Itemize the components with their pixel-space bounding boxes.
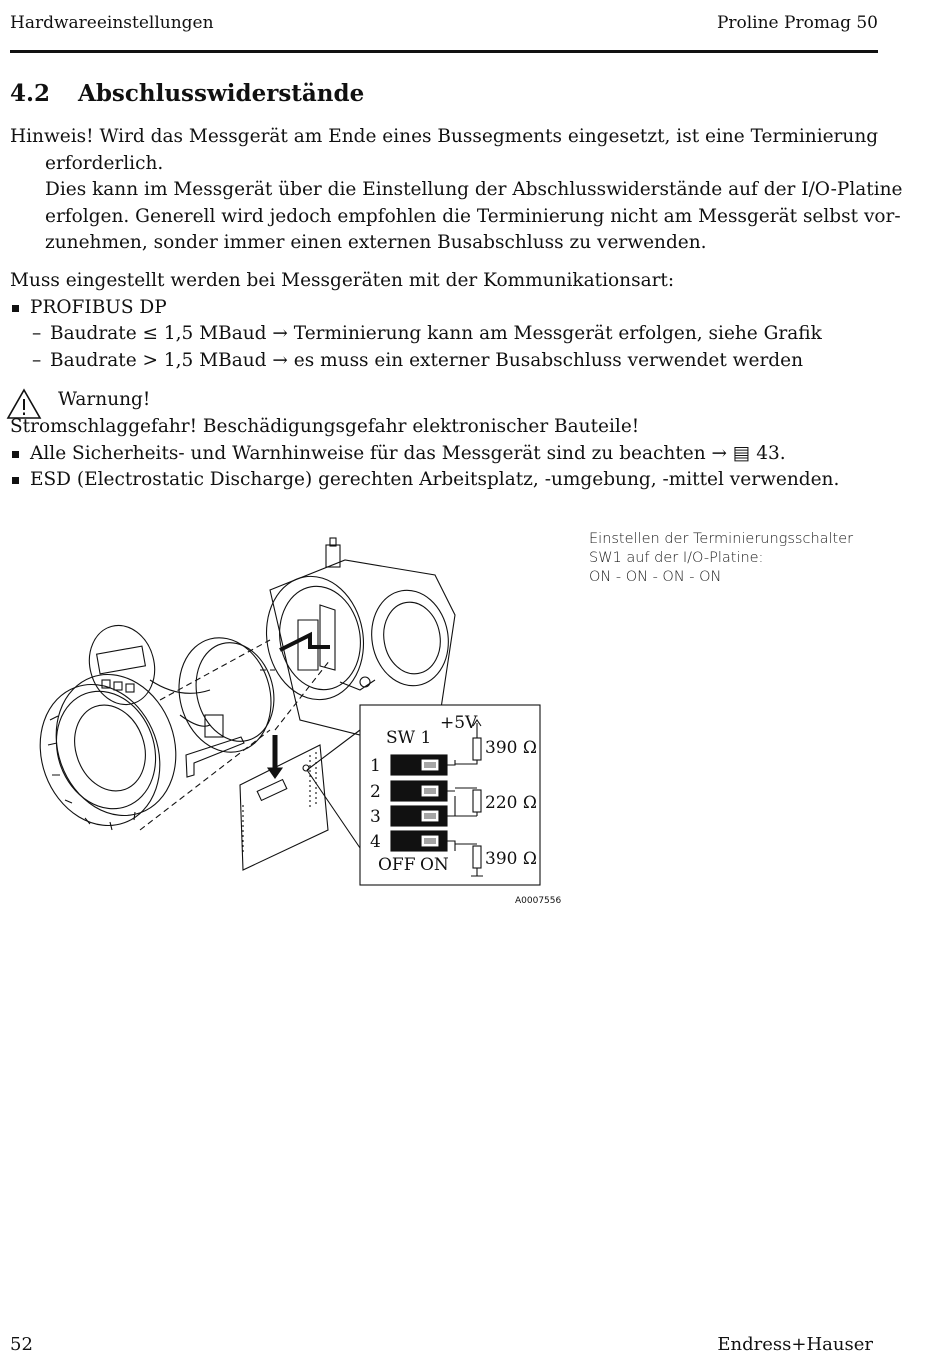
note-line: Hinweis! Wird das Messgerät am Ende eines Bussegments eingesetzt, ist eine Terminierung: [10, 126, 879, 147]
assembly-guide-lines: [140, 640, 330, 830]
footer-brand: Endress+Hauser: [717, 1334, 873, 1355]
list-subitem-text: Baudrate ≤ 1,5 MBaud → Terminierung kann am Messgerät erfolgen, siehe Grafik: [50, 323, 822, 345]
header-product: Proline Promag 50: [716, 13, 878, 33]
section-number: 4.2: [10, 80, 51, 107]
device-illustration: [30, 530, 590, 910]
off-label: OFF: [378, 855, 416, 875]
dash-icon: –: [32, 349, 42, 371]
note-line: erforderlich.: [45, 152, 164, 174]
header-divider: [10, 50, 878, 53]
caption-line: SW1 auf der I/O-Platine:: [589, 550, 764, 566]
caption-line: Einstellen der Terminierungsschalter: [589, 531, 854, 547]
list-item-text: PROFIBUS DP: [30, 296, 167, 318]
resistor-value: 390 Ω: [485, 738, 537, 758]
note-line: zunehmen, sonder immer einen externen Busabschluss zu verwenden.: [45, 232, 707, 254]
switch-number: 3: [370, 807, 381, 827]
switch-number: 2: [370, 782, 381, 802]
page-number: 52: [10, 1334, 33, 1355]
bullet-icon: [12, 477, 19, 484]
list-item: [10, 467, 839, 494]
resistor-value: 220 Ω: [485, 793, 537, 813]
io-board-illustration: [240, 735, 328, 870]
section-title: Abschlusswiderstände: [78, 80, 365, 107]
note-line: erfolgen. Generell wird jedoch empfohlen die Terminierung nicht am Messgerät selbst vor-: [45, 205, 901, 227]
figure-id: A0007556: [515, 896, 562, 906]
header-chapter: Hardwareeinstellungen: [10, 13, 214, 33]
list-item-text: Alle Sicherheits- und Warnhinweise für das Messgerät sind zu beachten → ▤ 43.: [30, 442, 786, 464]
warning-title: Warnung!: [58, 389, 151, 410]
on-label: ON: [420, 855, 449, 875]
list-subitem: [10, 348, 822, 375]
list-item: [10, 441, 839, 468]
settings-intro: Muss eingestellt werden bei Messgeräten mit der Kommunikationsart:: [10, 270, 675, 291]
bullet-icon: [12, 305, 19, 312]
dash-icon: –: [32, 323, 42, 345]
list-item-text: ESD (Electrostatic Discharge) gerechten Arbeitsplatz, -umgebung, -mittel verwenden.: [30, 469, 840, 491]
list-subitem-text: Baudrate > 1,5 MBaud → es muss ein externer Busabschluss verwendet werden: [50, 349, 804, 371]
bullet-icon: [12, 451, 19, 458]
list-subitem: [10, 321, 822, 348]
resistor-value: 390 Ω: [485, 849, 537, 869]
display-module-illustration: [81, 618, 210, 712]
switch-number: 4: [370, 832, 381, 852]
settings-list: [10, 268, 822, 374]
list-item: [10, 295, 822, 322]
warning-text: Stromschlaggefahr! Beschädigungsgefahr elektronischer Bauteile!: [10, 416, 640, 437]
warning-block: [10, 414, 839, 494]
front-cover-illustration: [30, 658, 195, 843]
switch-number: 1: [370, 756, 381, 776]
caption-line: ON - ON - ON - ON: [589, 569, 722, 585]
note-line: Dies kann im Messgerät über die Einstellung der Abschlusswiderstände auf der I/O-Platine: [45, 179, 903, 201]
note-paragraph: [10, 124, 903, 257]
voltage-label: +5V: [440, 713, 478, 733]
switch-label: SW 1: [386, 728, 432, 748]
figure-caption: [589, 530, 853, 587]
